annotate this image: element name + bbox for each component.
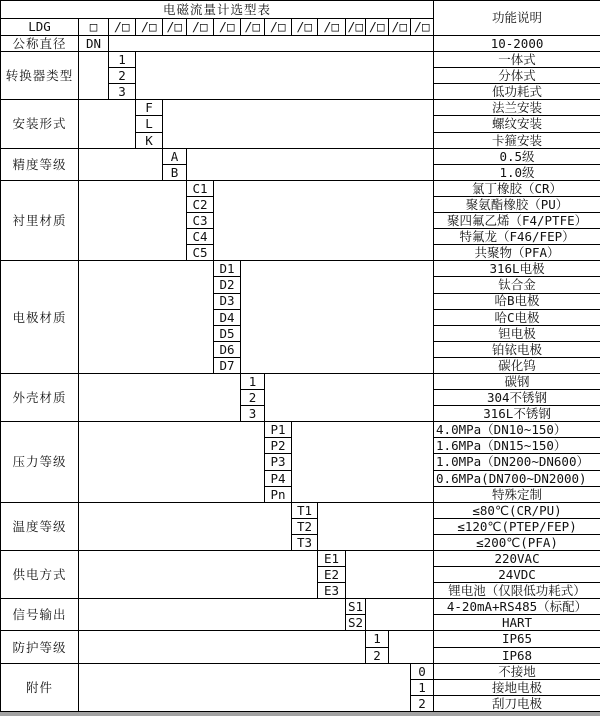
code-cell: 0 bbox=[411, 663, 434, 679]
code-cell: C1 bbox=[187, 180, 214, 196]
code-cell: K bbox=[136, 132, 163, 148]
desc-cell: 卡箍安装 bbox=[434, 132, 600, 148]
spacer bbox=[79, 631, 366, 663]
spacer bbox=[241, 261, 434, 374]
checkbox-slot: /□ bbox=[136, 19, 163, 36]
desc-cell: 螺纹安装 bbox=[434, 116, 600, 132]
spacer bbox=[79, 373, 241, 421]
desc-cell: 特殊定制 bbox=[434, 486, 600, 502]
code-cell: C3 bbox=[187, 213, 214, 229]
code-cell: P2 bbox=[265, 438, 292, 454]
code-cell: E2 bbox=[318, 567, 346, 583]
code-cell: P4 bbox=[265, 470, 292, 486]
code-cell: B bbox=[163, 164, 187, 180]
code-cell: D1 bbox=[214, 261, 241, 277]
table-row bbox=[1, 599, 600, 615]
table-row bbox=[1, 502, 600, 518]
code-cell: D6 bbox=[214, 341, 241, 357]
code-cell: DN bbox=[79, 36, 109, 52]
spacer bbox=[79, 180, 187, 260]
desc-cell: 聚氨酯橡胶（PU） bbox=[434, 196, 600, 212]
desc-cell: 铂铱电极 bbox=[434, 341, 600, 357]
checkbox-slot: /□ bbox=[346, 19, 366, 36]
desc-cell: 1.0级 bbox=[434, 164, 600, 180]
checkbox-slot: /□ bbox=[214, 19, 241, 36]
table-row bbox=[1, 663, 600, 679]
spacer bbox=[318, 502, 434, 550]
spacer bbox=[79, 663, 411, 711]
desc-cell: IP65 bbox=[434, 631, 600, 647]
spacer bbox=[79, 261, 214, 374]
desc-cell: 特氟龙（F46/FEP） bbox=[434, 229, 600, 245]
desc-cell: 0.5级 bbox=[434, 148, 600, 164]
spacer bbox=[79, 551, 318, 599]
checkbox-slot: /□ bbox=[292, 19, 318, 36]
page-title: 电磁流量计选型表 bbox=[1, 1, 434, 19]
table-row bbox=[1, 36, 600, 52]
category-label: 衬里材质 bbox=[1, 180, 79, 260]
scan-edge-bar bbox=[0, 712, 600, 716]
table-row bbox=[1, 100, 600, 116]
spacer bbox=[136, 52, 434, 100]
code-cell: 1 bbox=[241, 373, 265, 389]
desc-cell: 锂电池（仅限低功耗式） bbox=[434, 583, 600, 599]
code-cell: P1 bbox=[265, 422, 292, 438]
spacer bbox=[292, 422, 434, 502]
spacer bbox=[79, 148, 163, 180]
desc-cell: 聚四氟乙烯（F4/PTFE） bbox=[434, 213, 600, 229]
spacer bbox=[366, 599, 434, 631]
code-cell: L bbox=[136, 116, 163, 132]
desc-cell: 接地电极 bbox=[434, 679, 600, 695]
table-row bbox=[1, 631, 600, 647]
checkbox-slot: /□ bbox=[389, 19, 411, 36]
desc-cell: 刮刀电极 bbox=[434, 695, 600, 711]
desc-cell: HART bbox=[434, 615, 600, 631]
desc-cell: 哈C电极 bbox=[434, 309, 600, 325]
spacer bbox=[163, 100, 434, 148]
category-label: 转换器类型 bbox=[1, 52, 79, 100]
spacer bbox=[346, 551, 434, 599]
desc-cell: 法兰安装 bbox=[434, 100, 600, 116]
code-cell: F bbox=[136, 100, 163, 116]
table-row bbox=[1, 180, 600, 196]
code-cell: Pn bbox=[265, 486, 292, 502]
desc-cell: 哈B电极 bbox=[434, 293, 600, 309]
code-cell: T1 bbox=[292, 502, 318, 518]
category-label: 外壳材质 bbox=[1, 373, 79, 421]
code-cell: 1 bbox=[411, 679, 434, 695]
desc-cell: 4.0MPa（DN10~150） bbox=[434, 422, 600, 438]
model-prefix-cell: LDG bbox=[1, 19, 79, 36]
category-label: 防护等级 bbox=[1, 631, 79, 663]
desc-cell: 0.6MPa(DN700~DN2000) bbox=[434, 470, 600, 486]
spacer bbox=[187, 148, 434, 180]
desc-cell: ≤200℃(PFA) bbox=[434, 534, 600, 550]
code-cell: E3 bbox=[318, 583, 346, 599]
table-row bbox=[1, 148, 600, 164]
checkbox-slot: /□ bbox=[163, 19, 187, 36]
category-label: 附件 bbox=[1, 663, 79, 711]
desc-cell: 316L电极 bbox=[434, 261, 600, 277]
checkbox-slot: /□ bbox=[241, 19, 265, 36]
desc-cell: 304不锈钢 bbox=[434, 390, 600, 406]
spacer bbox=[79, 52, 109, 100]
code-cell: 1 bbox=[366, 631, 389, 647]
desc-cell: ≤120℃(PTEP/FEP) bbox=[434, 518, 600, 534]
spacer bbox=[79, 100, 136, 148]
table-row bbox=[1, 261, 600, 277]
code-cell: S1 bbox=[346, 599, 366, 615]
category-label: 安装形式 bbox=[1, 100, 79, 148]
desc-cell: 共聚物（PFA） bbox=[434, 245, 600, 261]
desc-cell: 氯丁橡胶（CR） bbox=[434, 180, 600, 196]
category-label: 压力等级 bbox=[1, 422, 79, 502]
code-cell: 3 bbox=[241, 406, 265, 422]
checkbox-slot: /□ bbox=[411, 19, 434, 36]
table-row bbox=[1, 1, 600, 19]
code-cell: 2 bbox=[241, 390, 265, 406]
desc-cell: 碳化钨 bbox=[434, 357, 600, 373]
spacer bbox=[265, 373, 434, 421]
table-row bbox=[1, 52, 600, 68]
table-row bbox=[1, 373, 600, 389]
code-cell: D7 bbox=[214, 357, 241, 373]
spacer bbox=[109, 36, 434, 52]
desc-cell: 1.0MPa（DN200~DN600） bbox=[434, 454, 600, 470]
category-label: 信号输出 bbox=[1, 599, 79, 631]
code-cell: A bbox=[163, 148, 187, 164]
code-cell: P3 bbox=[265, 454, 292, 470]
checkbox-slot: /□ bbox=[366, 19, 389, 36]
code-cell: T2 bbox=[292, 518, 318, 534]
checkbox-slot: /□ bbox=[318, 19, 346, 36]
spacer bbox=[214, 180, 434, 260]
desc-cell: ≤80℃(CR/PU) bbox=[434, 502, 600, 518]
code-cell: S2 bbox=[346, 615, 366, 631]
category-label: 温度等级 bbox=[1, 502, 79, 550]
category-label: 公称直径 bbox=[1, 36, 79, 52]
category-label: 电极材质 bbox=[1, 261, 79, 374]
code-cell: D5 bbox=[214, 325, 241, 341]
desc-cell: IP68 bbox=[434, 647, 600, 663]
spacer bbox=[79, 502, 292, 550]
checkbox-slot: /□ bbox=[109, 19, 136, 36]
desc-cell: 4-20mA+RS485（标配） bbox=[434, 599, 600, 615]
checkbox-slot: /□ bbox=[265, 19, 292, 36]
code-cell: 3 bbox=[109, 84, 136, 100]
code-cell: C2 bbox=[187, 196, 214, 212]
code-cell: E1 bbox=[318, 551, 346, 567]
category-label: 供电方式 bbox=[1, 551, 79, 599]
code-cell: C5 bbox=[187, 245, 214, 261]
code-cell: 2 bbox=[109, 68, 136, 84]
category-label: 精度等级 bbox=[1, 148, 79, 180]
desc-cell: 碳钢 bbox=[434, 373, 600, 389]
desc-cell: 不接地 bbox=[434, 663, 600, 679]
spacer bbox=[79, 422, 265, 502]
code-cell: 2 bbox=[411, 695, 434, 711]
spacer bbox=[389, 631, 434, 663]
table-row bbox=[1, 422, 600, 438]
code-cell: 2 bbox=[366, 647, 389, 663]
table-row bbox=[1, 551, 600, 567]
desc-cell: 一体式 bbox=[434, 52, 600, 68]
desc-cell: 10-2000 bbox=[434, 36, 600, 52]
desc-cell: 24VDC bbox=[434, 567, 600, 583]
desc-cell: 316L不锈钢 bbox=[434, 406, 600, 422]
code-cell: C4 bbox=[187, 229, 214, 245]
desc-cell: 分体式 bbox=[434, 68, 600, 84]
desc-cell: 钛合金 bbox=[434, 277, 600, 293]
checkbox-slot: □ bbox=[79, 19, 109, 36]
code-cell: T3 bbox=[292, 534, 318, 550]
code-cell: D2 bbox=[214, 277, 241, 293]
desc-cell: 低功耗式 bbox=[434, 84, 600, 100]
code-cell: D4 bbox=[214, 309, 241, 325]
desc-cell: 1.6MPa（DN15~150） bbox=[434, 438, 600, 454]
checkbox-slot: /□ bbox=[187, 19, 214, 36]
spacer bbox=[79, 599, 346, 631]
function-column-header: 功能说明 bbox=[434, 1, 600, 36]
desc-cell: 220VAC bbox=[434, 551, 600, 567]
desc-cell: 钽电极 bbox=[434, 325, 600, 341]
code-cell: 1 bbox=[109, 52, 136, 68]
code-cell: D3 bbox=[214, 293, 241, 309]
